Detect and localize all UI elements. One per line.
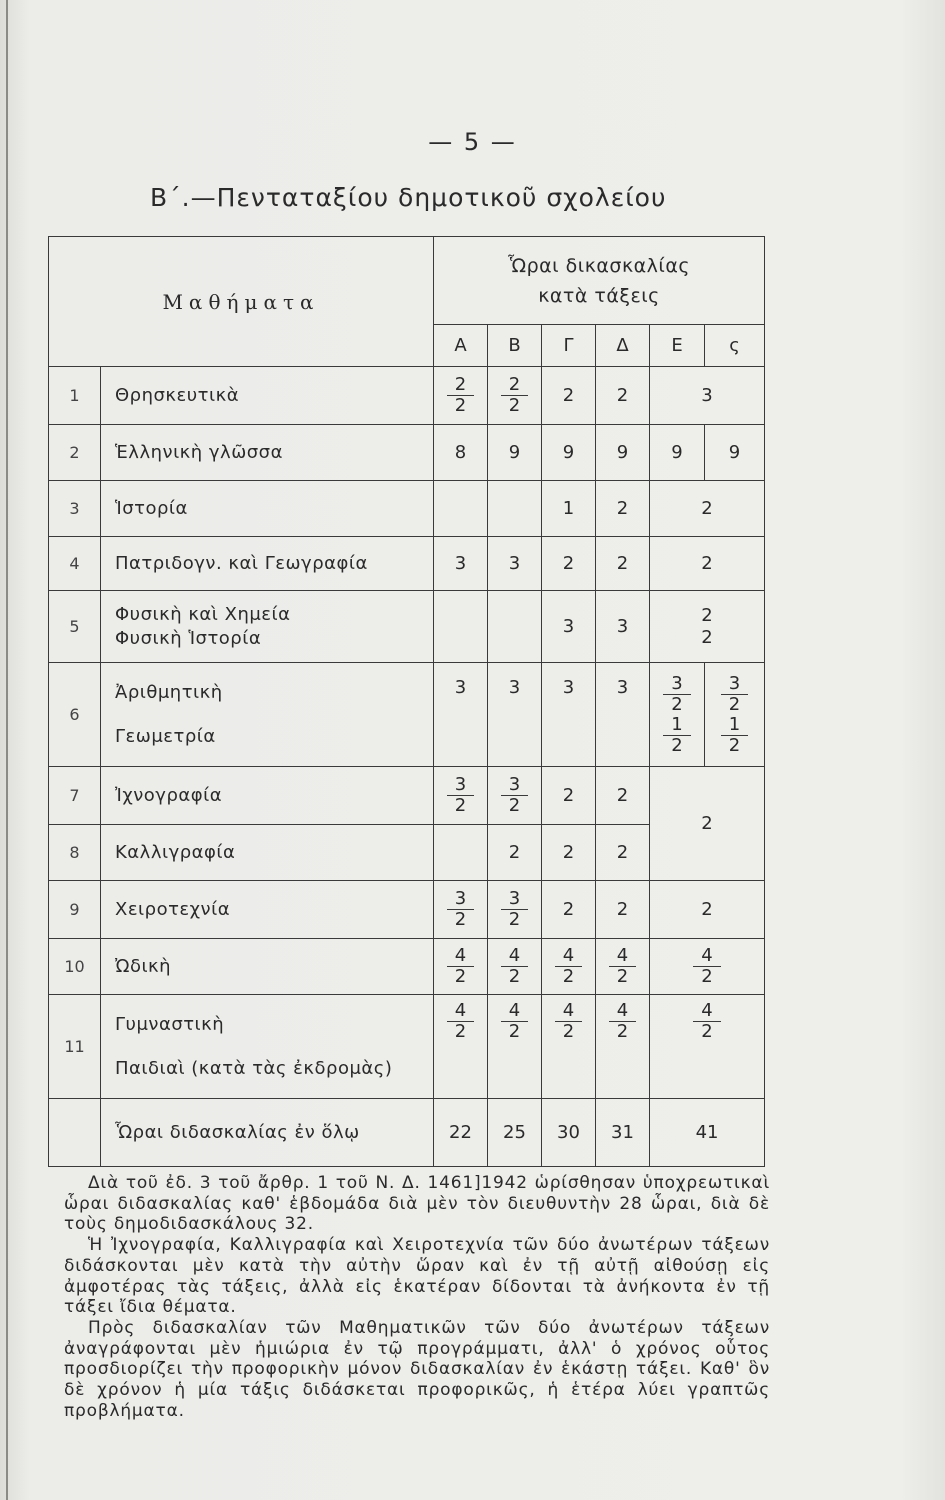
row-number: 9 — [49, 881, 101, 939]
subject-name: Χειροτεχνία — [101, 881, 434, 939]
hours-cell: 9 — [596, 425, 650, 481]
schedule-table — [48, 236, 765, 1167]
hours-cell: 3 — [650, 367, 765, 425]
row-number: 10 — [49, 939, 101, 995]
hours-cell: 2 — [596, 537, 650, 591]
hours-cell — [434, 591, 488, 663]
subject-line: Ἀριθμητικὴ — [115, 681, 223, 703]
hours-cell: 2 — [650, 481, 765, 537]
hours-cell: $\frac{4}{2}$ — [434, 939, 488, 995]
hours-cell: 2 — [650, 537, 765, 591]
hours-cell: $\frac{4}{2}$ — [650, 995, 765, 1099]
hours-cell: 3 — [542, 591, 596, 663]
row-number: 2 — [49, 425, 101, 481]
hours-cell: 2 2 — [650, 591, 765, 663]
subject-name: Ἱστορία — [101, 481, 434, 537]
subject-name: Θρησκευτικὰ — [101, 367, 434, 425]
row-number: 5 — [49, 591, 101, 663]
hours-cell: 3 — [434, 663, 488, 767]
table-row — [49, 591, 765, 663]
hours-cell: $\frac{4}{2}$ — [596, 939, 650, 995]
grade-g: Γ — [542, 325, 596, 367]
paragraph: Ἡ Ἰχνογραφία, Καλλιγραφία καὶ Χειροτεχνία τῶν δύο ἀνωτέρων τάξεων διδάσκονται μὲν κατὰ τὴν αὐτὴν ὥραν καὶ ἐν τῇ αὐτῇ αἰθούσῃ εἰς ἀμφοτέρας τὰς τάξεις, ἀλλὰ εἰς ἑκατέραν δίδονται τὰ ἀνήκοντα ἐν τῇ τάξει ἴδια θέματα. — [64, 1235, 770, 1318]
table-row — [49, 425, 765, 481]
page-edge-line — [6, 0, 8, 1500]
subject-name: Ἑλληνικὴ γλῶσσα — [101, 425, 434, 481]
hours-cell: 3 — [596, 663, 650, 767]
hours-cell: 2 — [596, 367, 650, 425]
hours-cell: 2 — [596, 825, 650, 881]
hours-cell: 2 — [542, 881, 596, 939]
hours-cell: $\frac{4}{2}$ — [488, 995, 542, 1099]
hours-cell: $\frac{2}{2}$ — [434, 367, 488, 425]
grade-e: Ε — [650, 325, 705, 367]
table-row — [49, 881, 765, 939]
subject-name: Ὠδικὴ — [101, 939, 434, 995]
hours-cell: 2 — [596, 481, 650, 537]
hours-cell: 8 — [434, 425, 488, 481]
table-row — [49, 537, 765, 591]
total-cell: 31 — [596, 1099, 650, 1167]
hours-cell: 3 — [434, 537, 488, 591]
subject-name — [101, 995, 434, 1099]
hours-cell: 2 — [542, 537, 596, 591]
hours-cell: $\frac{4}{2}$ — [542, 939, 596, 995]
row-number: 3 — [49, 481, 101, 537]
subject-line: Φυσικὴ καὶ Χημεία — [115, 603, 291, 625]
paragraph: Πρὸς διδασκαλίαν τῶν Μαθηματικῶν τῶν δύο ἀνωτέρων τάξεων ἀναγράφονται μὲν ἡμιώρια ἐν τῷ προγράμματι, ἀλλ' ὁ χρόνος οὗτος προσδιορίζει τὴν προφορικὴν μόνον διδασκαλίαν ἐν ἑκάστῃ τάξει. Καθ' ὃν δὲ χρόνον ἡ μία τάξις διδάσκεται προφορικῶς, ἡ ἑτέρα λύει γραπτῶς προβλήματα. — [64, 1317, 770, 1421]
row-number: 4 — [49, 537, 101, 591]
notes-text — [64, 1173, 770, 1421]
hours-cell: 3 — [596, 591, 650, 663]
table-row — [49, 939, 765, 995]
hours-cell: $\frac{3}{2}$ $\frac{1}{2}$ — [705, 663, 765, 767]
subject-name: Πατριδογν. καὶ Γεωγραφία — [101, 537, 434, 591]
grade-b: Β — [488, 325, 542, 367]
hours-cell: 9 — [705, 425, 765, 481]
header-hours-line2: κατὰ τάξεις — [538, 284, 660, 307]
subject-line: Φυσικὴ Ἱστορία — [115, 627, 262, 649]
hours-cell: $\frac{4}{2}$ — [434, 995, 488, 1099]
paragraph: Διὰ τοῦ ἐδ. 3 τοῦ ἄρθρ. 1 τοῦ Ν. Δ. 1461]1942 ὡρίσθησαν ὑποχρεωτικαὶ ὧραι διδασκαλίας καθ' ἑβδομάδα διὰ μὲν τὸν διευθυντὴν 28 ὧραι, διὰ δὲ τοὺς δημοδιδασκάλους 32. — [64, 1173, 770, 1235]
row-number: 1 — [49, 367, 101, 425]
hours-cell: 2 — [542, 767, 596, 825]
subject-line: Γεωμετρία — [115, 725, 216, 747]
total-cell: 22 — [434, 1099, 488, 1167]
page-title: Β΄.—Πενταταξίου δημοτικοῦ σχολείου — [150, 183, 667, 212]
hours-cell: 2 — [596, 767, 650, 825]
subject-line: Παιδιαὶ (κατὰ τὰς ἐκδρομὰς) — [115, 1057, 393, 1079]
hours-cell: $\frac{4}{2}$ — [488, 939, 542, 995]
hours-cell: 2 — [650, 767, 765, 881]
hours-cell — [434, 481, 488, 537]
subject-name: Ἰχνογραφία — [101, 767, 434, 825]
row-number: 11 — [49, 995, 101, 1099]
hours-cell: $\frac{3}{2}$ $\frac{1}{2}$ — [650, 663, 705, 767]
subject-name — [101, 663, 434, 767]
totals-label: Ὧραι διδασκαλίας ἐν ὅλῳ — [101, 1099, 434, 1167]
hours-cell: 9 — [650, 425, 705, 481]
hours-cell: 2 — [488, 825, 542, 881]
grade-a: Α — [434, 325, 488, 367]
hours-cell: 9 — [542, 425, 596, 481]
total-cell: 25 — [488, 1099, 542, 1167]
hours-cell: $\frac{3}{2}$ — [434, 881, 488, 939]
table-row — [49, 995, 765, 1099]
hours-cell: $\frac{4}{2}$ — [650, 939, 765, 995]
hours-cell: 2 — [542, 825, 596, 881]
hours-cell: 2 — [542, 367, 596, 425]
row-number: 8 — [49, 825, 101, 881]
hours-cell: $\frac{3}{2}$ — [488, 767, 542, 825]
hours-cell — [488, 591, 542, 663]
table-row — [49, 767, 765, 825]
total-cell: 41 — [650, 1099, 765, 1167]
page-number: — 5 — — [428, 128, 517, 156]
totals-row — [49, 1099, 765, 1167]
hours-cell: $\frac{2}{2}$ — [488, 367, 542, 425]
hours-cell: 2 — [650, 881, 765, 939]
hours-cell: $\frac{3}{2}$ — [434, 767, 488, 825]
table-row — [49, 367, 765, 425]
row-number: 7 — [49, 767, 101, 825]
subject-line: Γυμναστικὴ — [115, 1013, 225, 1035]
hours-cell: $\frac{3}{2}$ — [488, 881, 542, 939]
hours-cell: 3 — [542, 663, 596, 767]
grade-d: Δ — [596, 325, 650, 367]
hours-cell — [488, 481, 542, 537]
row-number: 6 — [49, 663, 101, 767]
hours-cell: 2 — [596, 881, 650, 939]
hours-cell: 3 — [488, 663, 542, 767]
subject-name — [101, 591, 434, 663]
hours-cell: 3 — [488, 537, 542, 591]
header-hours — [434, 237, 765, 325]
hours-cell — [434, 825, 488, 881]
grade-f: ς — [705, 325, 765, 367]
header-subjects: Μαθήματα — [49, 237, 434, 367]
total-cell: 30 — [542, 1099, 596, 1167]
subject-name: Καλλιγραφία — [101, 825, 434, 881]
hours-cell: $\frac{4}{2}$ — [596, 995, 650, 1099]
hours-cell: 1 — [542, 481, 596, 537]
hours-cell: $\frac{4}{2}$ — [542, 995, 596, 1099]
header-hours-line1: Ὧραι δικασκαλίας — [508, 254, 691, 277]
table-row — [49, 481, 765, 537]
hours-cell: 9 — [488, 425, 542, 481]
table-row — [49, 663, 765, 767]
